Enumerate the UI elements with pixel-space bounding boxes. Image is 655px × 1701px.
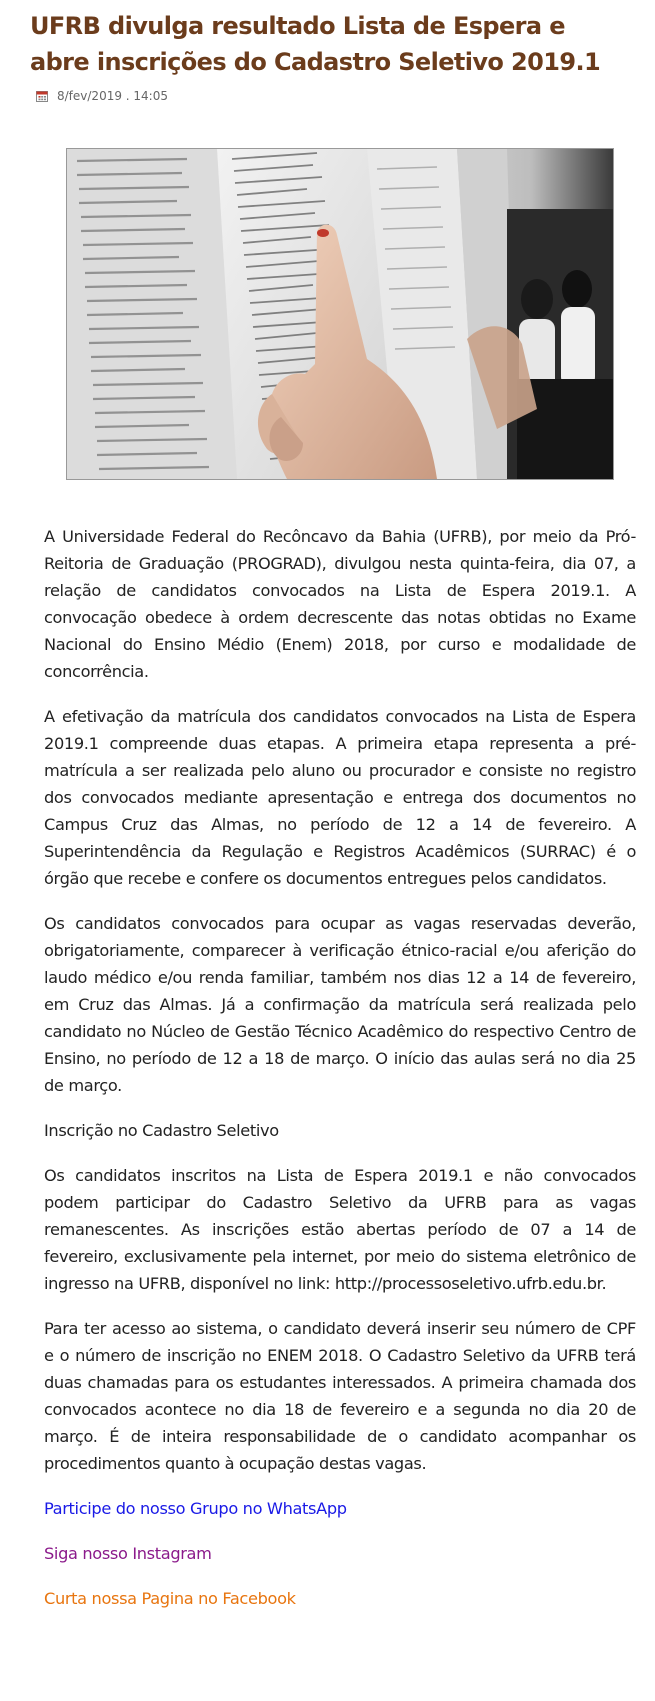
article-paragraph-3: Os candidatos convocados para ocupar as vagas reservadas deverão, obrigatoriamente, comparecer à verificação étnico-racial e/ou aferição do laudo médico e/ou renda familiar, também nos dias 12 a 14 de fevereiro, em Cruz das Almas. Já a confirmação da matrícula será realizada pelo candidato no Núcleo de Gestão Técnico Acadêmico do respectivo Centro de Ensino, no período de 12 a 18 de março. O início das aulas será no dia 25 de março. (44, 914, 636, 1095)
article-paragraph-2: A efetivação da matrícula dos candidatos convocados na Lista de Espera 2019.1 compreende duas etapas. A primeira etapa representa a pré-matrícula a ser realizada pelo aluno ou procurador e consiste no registro dos convocados mediante apresentação e entrega dos documentos no Campus Cruz das Almas, no período de 12 a 14 de fevereiro. A Superintendência da Regulação e Registros Acadêmicos (SURRAC) é o órgão que recebe e confere os documentos entregues pelos candidatos. (44, 707, 636, 888)
article-image (66, 148, 614, 480)
article-paragraph-1: A Universidade Federal do Recôncavo da Bahia (UFRB), por meio da Pró-Reitoria de Graduação (PROGRAD), divulgou nesta quinta-feira, dia 07, a relação de candidatos convocados na Lista de Espera 2019.1. A convocação obedece à ordem decrescente das notas obtidas no Exame Nacional do Ensino Médio (Enem) 2018, por curso e modalidade de concorrência. (44, 527, 636, 681)
article-meta (36, 88, 168, 104)
instagram-link[interactable]: Siga nosso Instagram (44, 1544, 212, 1563)
article-date: 8/fev/2019 . 14:05 (57, 89, 168, 103)
article-paragraph-5: Para ter acesso ao sistema, o candidato deverá inserir seu número de CPF e o número de inscrição no ENEM 2018. O Cadastro Seletivo da UFRB terá duas chamadas para os estudantes interessados. A primeira chamada dos convocados acontece no dia 18 de fevereiro e a segunda no dia 20 de março. É de inteira responsabilidade de o candidato acompanhar os procedimentos quanto à ocupação destas vagas. (44, 1319, 636, 1473)
section-heading-cadastro: Inscrição no Cadastro Seletivo (44, 1121, 279, 1140)
article-title: UFRB divulga resultado Lista de Espera e abre inscrições do Cadastro Seletivo 2019.1 (30, 12, 601, 76)
facebook-page-link[interactable]: Curta nossa Pagina no Facebook (44, 1589, 296, 1608)
article-body (44, 523, 636, 1630)
whatsapp-group-link[interactable]: Participe do nosso Grupo no WhatsApp (44, 1499, 347, 1518)
calendar-icon (36, 90, 48, 102)
article-paragraph-4: Os candidatos inscritos na Lista de Espera 2019.1 e não convocados podem participar do Cadastro Seletivo da UFRB para as vagas remanescentes. As inscrições estão abertas período de 07 a 14 de fevereiro, exclusivamente pela internet, por meio do sistema eletrônico de ingresso na UFRB, disponível no link: http://processoseletivo.ufrb.edu.br. (44, 1166, 636, 1293)
list-of-names-photo (67, 149, 613, 479)
